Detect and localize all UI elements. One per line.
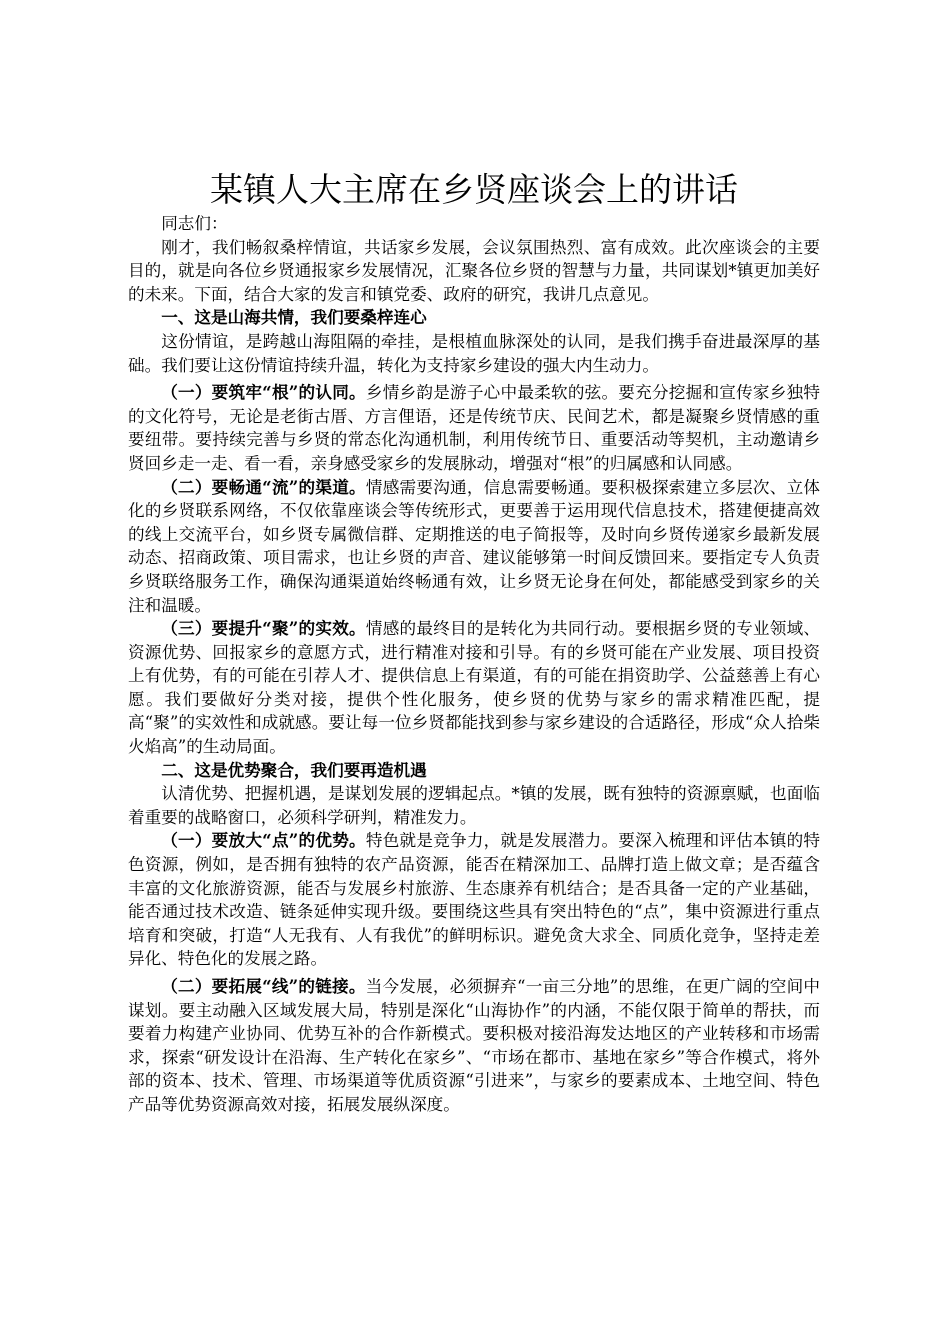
section-1-heading: 一、这是山海共情，我们要桑梓连心	[161, 307, 427, 328]
intro-paragraph: 刚才，我们畅叙桑梓情谊，共话家乡发展，会议氛围热烈、富有成效。此次座谈会的主要目的，就是向各位乡贤通报家乡发展情况，汇聚各位乡贤的智慧与力量，共同谋划*镇更加美好的未来。下面，结合大家的发言和镇党委、政府的研究，我讲几点意见。	[128, 237, 820, 304]
section-2-item-1-lead: （一）要放大“点”的优势。	[161, 830, 366, 851]
section-2-body: 认清优势、把握机遇，是谋划发展的逻辑起点。*镇的发展，既有独特的资源禀赋，也面临着重要的战略窗口，必须科学研判，精准发力。	[128, 784, 820, 827]
document-body	[128, 170, 820, 1117]
section-1-item-1	[128, 381, 820, 475]
section-1-item-3-lead: （三）要提升“聚”的实效。	[161, 618, 366, 639]
section-1-item-2-lead: （二）要畅通“流”的渠道。	[161, 476, 366, 497]
section-1-item-1-lead: （一）要筑牢“根”的认同。	[161, 382, 366, 403]
section-2-heading: 二、这是优势聚合，我们要再造机遇	[161, 759, 427, 780]
section-2-item-1-text: 特色就是竞争力，就是发展潜力。要深入梳理和评估本镇的特色资源，例如，是否拥有独特的农产品资源，能否在精深加工、品牌打造上做文章；是否蕴含丰富的文化旅游资源，能否与发展乡村旅游、生态康养有机结合；是否具备一定的产业基础，能否通过技术改造、链条延伸实现升级。要围绕这些具有突出特色的“点”，集中资源进行重点培育和突破，打造“人无我有、人有我优”的鲜明标识。避免贪大求全、同质化竞争，坚持走差异化、特色化的发展之路。	[128, 831, 821, 969]
section-2-item-1	[128, 829, 820, 971]
section-1-item-3-text: 情感的最终目的是转化为共同行动。要根据乡贤的专业领域、资源优势、回报家乡的意愿方式，进行精准对接和引导。有的乡贤可能在产业发展、项目投资上有优势，有的可能在引荐人才、提供信息上有渠道，有的可能在捐资助学、公益慈善上有心愿。我们要做好分类对接，提供个性化服务，使乡贤的优势与家乡的需求精准匹配，提高“聚”的实效性和成就感。要让每一位乡贤都能找到参与家乡建设的合适路径，形成“众人拾柴火焰高”的生动局面。	[128, 619, 821, 757]
section-1-body: 这份情谊，是跨越山海阻隔的牵挂，是根植血脉深处的认同，是我们携手奋进最深厚的基础。我们要让这份情谊持续升温，转化为支持家乡建设的强大内生动力。	[128, 331, 820, 375]
section-1-item-3	[128, 617, 820, 759]
section-2-item-2	[128, 975, 820, 1117]
salutation: 同志们：	[161, 214, 228, 233]
section-2-item-2-text: 当今发展，必须摒弃“一亩三分地”的思维，在更广阔的空间中谋划。要主动融入区域发展大局，特别是深化“山海协作”的内涵，不能仅限于简单的帮扶，而要着力构建产业协同、优势互补的合作新模式。要积极对接沿海发达地区的产业转移和市场需求，探索“研发设计在沿海、生产转化在家乡”、“市场在都市、基地在家乡”等合作模式，将外部的资本、技术、管理、市场渠道等优质资源“引进来”，与家乡的要素成本、土地空间、特色产品等优势资源高效对接，拓展发展纵深度。	[128, 977, 821, 1114]
section-2-item-2-lead: （二）要拓展“线”的链接。	[161, 976, 366, 996]
section-1-item-2	[128, 476, 820, 618]
section-1-item-2-text: 情感需要沟通，信息需要畅通。要积极探索建立多层次、立体化的乡贤联系网络，不仅依靠座谈会等传统形式，更要善于运用现代信息技术，搭建便捷高效的线上交流平台，如乡贤专属微信群、定期推送的电子简报等，及时向乡贤传递家乡最新发展动态、招商政策、项目需求，也让乡贤的声音、建议能够第一时间反馈回来。要指定专人负责乡贤联络服务工作，确保沟通渠道始终畅通有效，让乡贤无论身在何处，都能感受到家乡的关注和温暖。	[128, 477, 821, 615]
document-title: 某镇人大主席在乡贤座谈会上的讲话	[210, 170, 738, 209]
section-1-item-1-text: 乡情乡韵是游子心中最柔软的弦。要充分挖掘和宣传家乡独特的文化符号，无论是老街古厝、方言俚语，还是传统节庆、民间艺术，都是凝聚乡贤情感的重要纽带。要持续完善与乡贤的常态化沟通机制，利用传统节日、重要活动等契机，主动邀请乡贤回乡走一走、看一看，亲身感受家乡的发展脉动，增强对“根”的归属感和认同感。	[128, 383, 821, 473]
